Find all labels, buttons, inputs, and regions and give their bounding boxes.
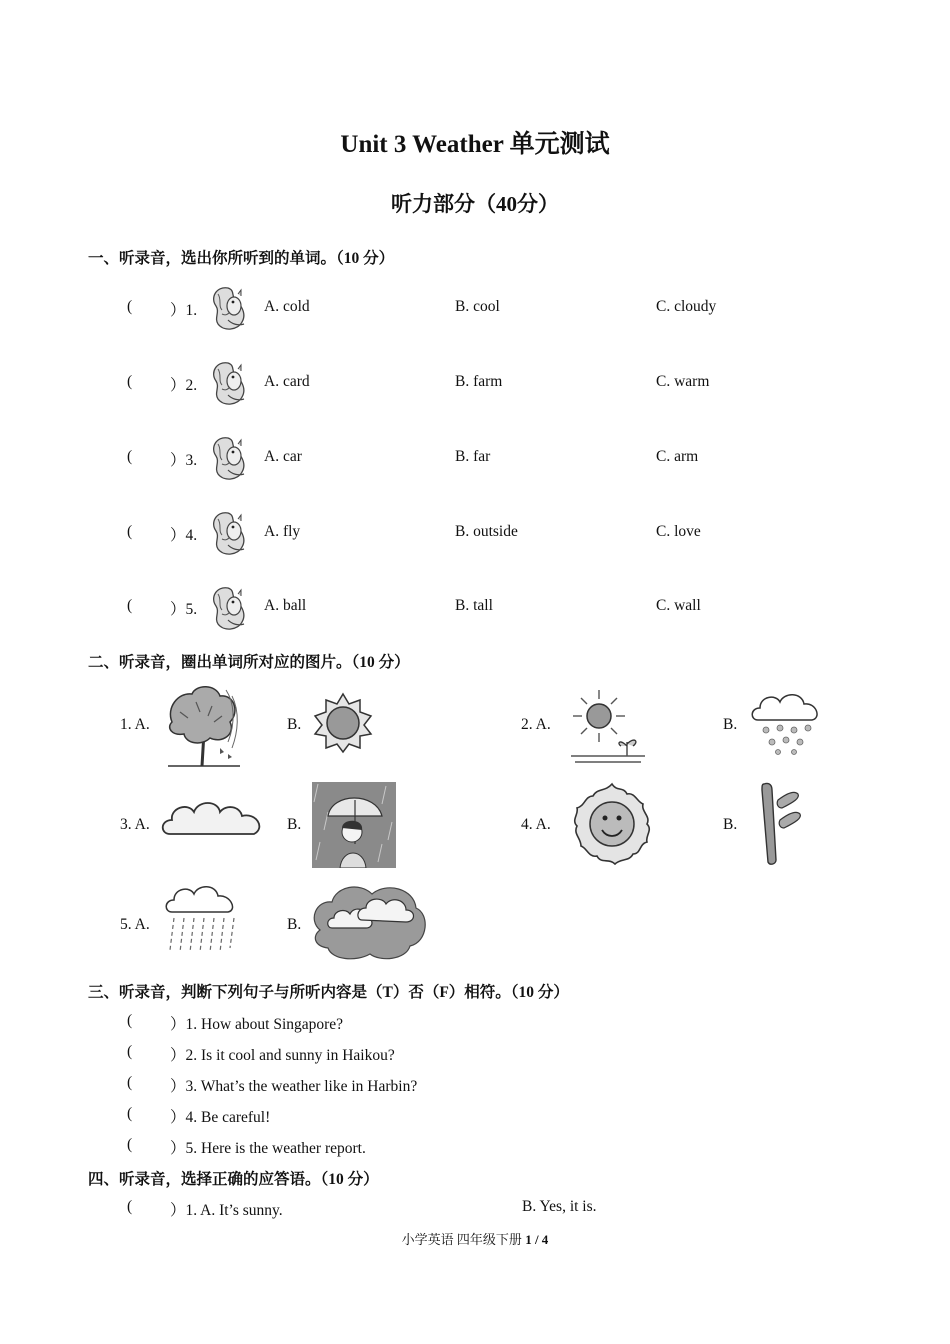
q5-option-a-label: 5. A. <box>120 916 150 933</box>
smiling-sun-icon <box>567 780 657 868</box>
answer-paren: ( <box>127 597 133 614</box>
option-b: B. farm <box>455 373 503 390</box>
option-b: B. outside <box>455 523 518 540</box>
answer-paren: ( <box>127 1198 133 1215</box>
item-number: 1. <box>185 302 198 319</box>
item-number: 4. <box>185 527 198 544</box>
squirrel-listen-icon <box>208 509 250 557</box>
q3-option-b-label: B. <box>287 816 302 833</box>
answer-paren: ( <box>127 1105 133 1122</box>
answer-paren: ( <box>127 1043 133 1060</box>
squirrel-listen-icon <box>208 434 250 482</box>
option-b: B. tall <box>455 597 493 614</box>
rainy-girl-umbrella-icon <box>312 782 396 868</box>
q2-option-b-label: B. <box>723 716 738 733</box>
section4-heading: 四、听录音，选择正确的应答语。（10 分） <box>88 1171 379 1188</box>
option-a: A. car <box>264 448 302 465</box>
option-c: C. warm <box>656 373 710 390</box>
option-a: A. fly <box>264 523 301 540</box>
response-option-a: ）1. A. It’s sunny. <box>170 1202 283 1219</box>
overcast-cloud-icon <box>310 880 428 962</box>
q1-option-a-label: 1. A. <box>120 716 150 733</box>
answer-paren: ( <box>127 1074 133 1091</box>
option-b: B. far <box>455 448 491 465</box>
sun-icon <box>312 692 374 754</box>
option-c: C. love <box>656 523 701 540</box>
page-subtitle: 听力部分（40分） <box>391 192 559 216</box>
flag-wind-icon <box>752 780 808 866</box>
response-option-b: B. Yes, it is. <box>522 1198 597 1215</box>
squirrel-listen-icon <box>208 359 250 407</box>
page-footer <box>0 1229 950 1248</box>
q4-option-a-label: 4. A. <box>521 816 551 833</box>
statement-item: ）4. Be careful! <box>170 1109 271 1126</box>
section2-heading: 二、听录音，圈出单词所对应的图片。（10 分） <box>88 654 410 671</box>
answer-paren: ( <box>127 1136 133 1153</box>
item-number: 5. <box>185 601 198 618</box>
snowy-cloud-icon <box>750 690 822 756</box>
q3-option-a-label: 3. A. <box>120 816 150 833</box>
squirrel-listen-icon <box>208 584 250 632</box>
option-c: C. cloudy <box>656 298 717 315</box>
page-title: Unit 3 Weather 单元测试 <box>340 131 610 158</box>
answer-paren: ( <box>127 1012 133 1029</box>
q4-option-b-label: B. <box>723 816 738 833</box>
option-a: A. card <box>264 373 310 390</box>
option-c: C. arm <box>656 448 699 465</box>
answer-paren: ( <box>127 298 133 315</box>
section3-heading: 三、听录音，判断下列句子与所听内容是（T）否（F）相符。（10 分） <box>88 984 569 1001</box>
option-a: A. cold <box>264 298 310 315</box>
cloudy-icon <box>160 794 266 842</box>
answer-paren: ( <box>127 523 133 540</box>
squirrel-listen-icon <box>208 284 250 332</box>
statement-item: ）5. Here is the weather report. <box>170 1140 366 1157</box>
q2-option-a-label: 2. A. <box>521 716 551 733</box>
sunny-sprout-icon <box>569 684 647 768</box>
rainy-cloud-icon <box>164 884 242 956</box>
option-c: C. wall <box>656 597 701 614</box>
statement-item: ）3. What’s the weather like in Harbin? <box>170 1078 418 1095</box>
option-b: B. cool <box>455 298 500 315</box>
statement-item: ）2. Is it cool and sunny in Haikou? <box>170 1047 395 1064</box>
q5-option-b-label: B. <box>287 916 302 933</box>
item-number: 2. <box>185 377 198 394</box>
statement-item: ）1. How about Singapore? <box>170 1016 344 1033</box>
footer-text: 小学英语 四年级下册 <box>401 1232 526 1247</box>
answer-paren: ( <box>127 448 133 465</box>
q1-option-b-label: B. <box>287 716 302 733</box>
option-a: A. ball <box>264 597 307 614</box>
page-number: 1 / 4 <box>525 1232 549 1247</box>
section1-heading: 一、听录音，选出你所听到的单词。（10 分） <box>88 250 395 267</box>
windy-tree-icon <box>162 682 244 770</box>
answer-paren: ( <box>127 373 133 390</box>
item-number: 3. <box>185 452 198 469</box>
